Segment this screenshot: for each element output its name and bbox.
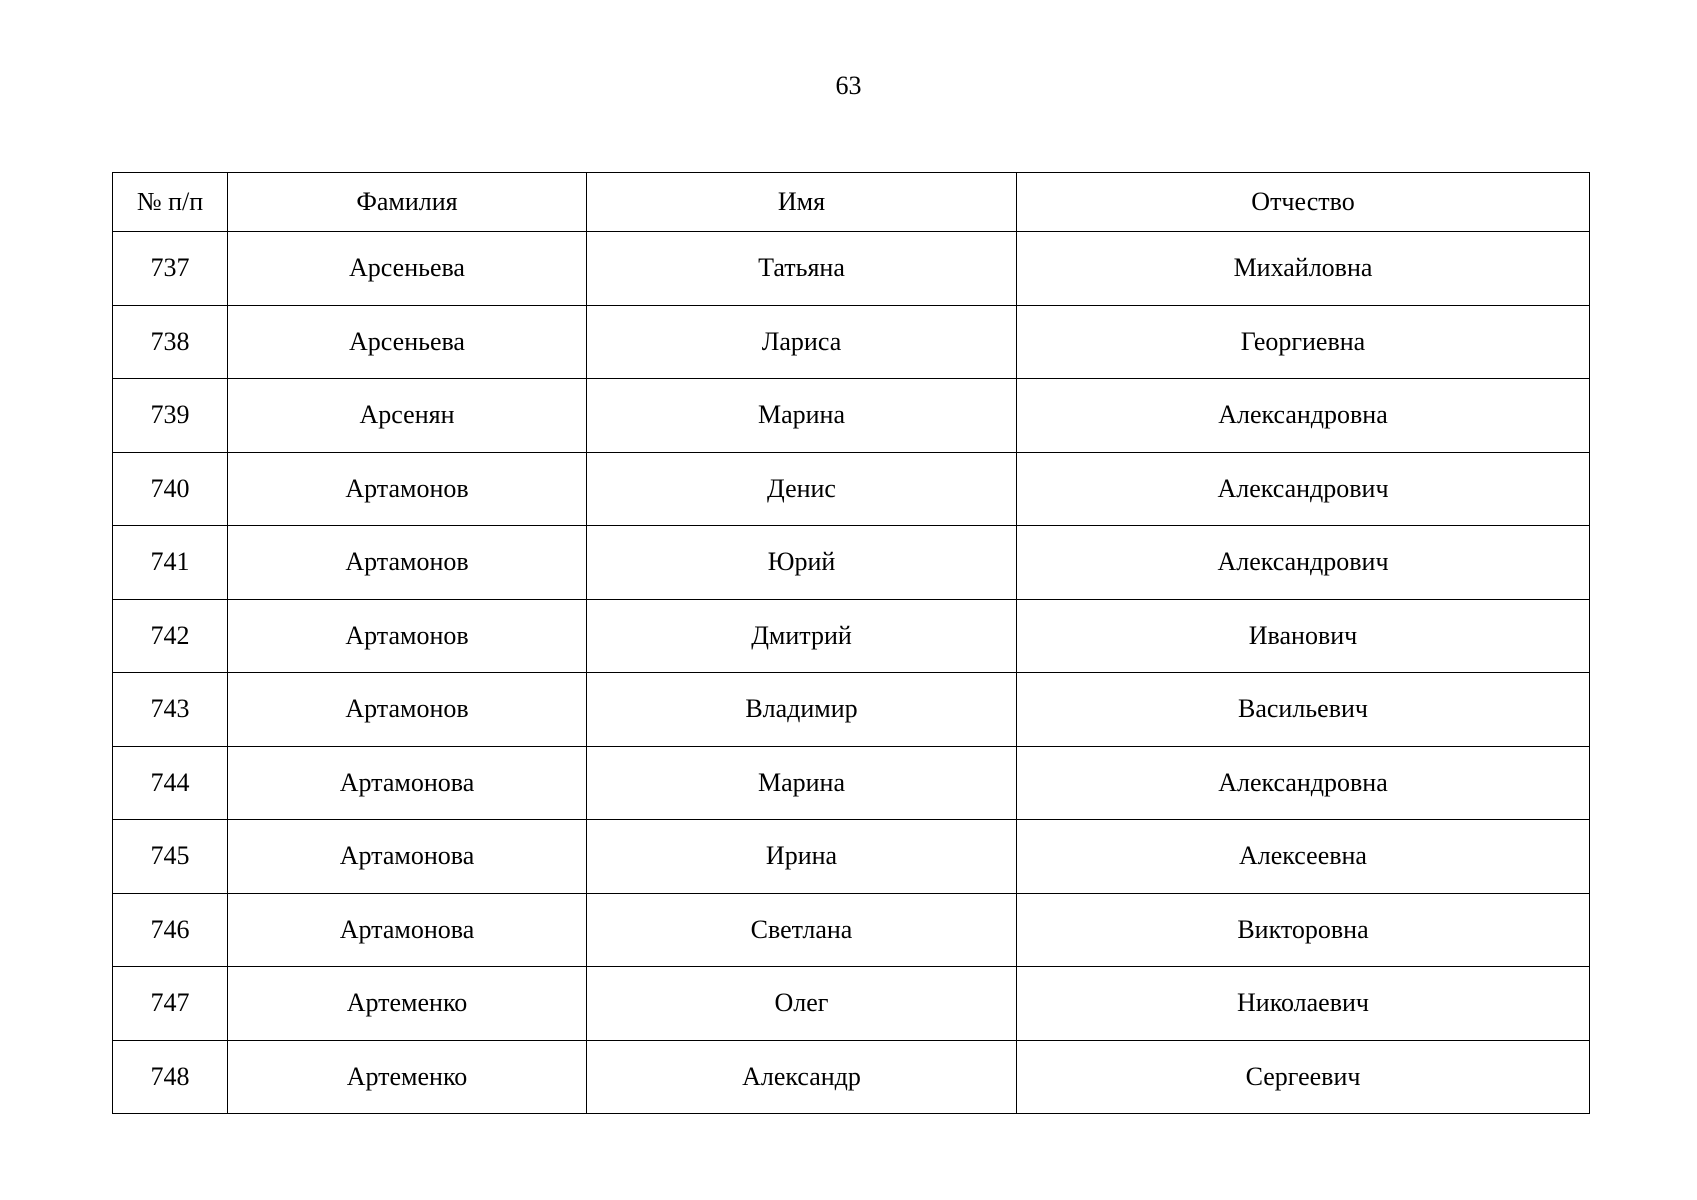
cell-first-name: Денис — [587, 452, 1017, 526]
cell-number: 742 — [113, 599, 228, 673]
cell-first-name: Владимир — [587, 673, 1017, 747]
table-row — [113, 746, 1590, 820]
cell-patronymic: Викторовна — [1017, 893, 1590, 967]
table-row — [113, 305, 1590, 379]
cell-surname: Артамонова — [228, 893, 587, 967]
cell-patronymic: Алексеевна — [1017, 820, 1590, 894]
cell-first-name: Марина — [587, 746, 1017, 820]
table-row — [113, 820, 1590, 894]
cell-number: 745 — [113, 820, 228, 894]
cell-number: 740 — [113, 452, 228, 526]
cell-surname: Артеменко — [228, 967, 587, 1041]
cell-number: 739 — [113, 379, 228, 453]
header-row — [113, 173, 1590, 232]
cell-surname: Артеменко — [228, 1040, 587, 1114]
page-number: 63 — [835, 71, 862, 100]
cell-patronymic: Александровна — [1017, 379, 1590, 453]
table-header — [113, 173, 1590, 232]
roster-table — [112, 172, 1590, 1114]
table-row — [113, 379, 1590, 453]
header-number: № п/п — [113, 173, 228, 232]
cell-number: 744 — [113, 746, 228, 820]
cell-number: 747 — [113, 967, 228, 1041]
cell-first-name: Светлана — [587, 893, 1017, 967]
cell-first-name: Татьяна — [587, 232, 1017, 306]
cell-patronymic: Михайловна — [1017, 232, 1590, 306]
cell-surname: Артамонов — [228, 526, 587, 600]
cell-first-name: Олег — [587, 967, 1017, 1041]
cell-number: 741 — [113, 526, 228, 600]
cell-number: 746 — [113, 893, 228, 967]
cell-patronymic: Александрович — [1017, 452, 1590, 526]
header-patronymic: Отчество — [1017, 173, 1590, 232]
cell-patronymic: Георгиевна — [1017, 305, 1590, 379]
cell-surname: Артамонова — [228, 820, 587, 894]
table-row — [113, 232, 1590, 306]
cell-patronymic: Александрович — [1017, 526, 1590, 600]
cell-surname: Артамонов — [228, 452, 587, 526]
table-row — [113, 452, 1590, 526]
cell-patronymic: Иванович — [1017, 599, 1590, 673]
cell-number: 748 — [113, 1040, 228, 1114]
table-row — [113, 526, 1590, 600]
cell-first-name: Александр — [587, 1040, 1017, 1114]
cell-surname: Арсенян — [228, 379, 587, 453]
cell-first-name: Марина — [587, 379, 1017, 453]
header-surname: Фамилия — [228, 173, 587, 232]
cell-patronymic: Сергеевич — [1017, 1040, 1590, 1114]
table-body — [113, 232, 1590, 1114]
cell-first-name: Юрий — [587, 526, 1017, 600]
table-row — [113, 967, 1590, 1041]
cell-surname: Артамонов — [228, 673, 587, 747]
cell-first-name: Лариса — [587, 305, 1017, 379]
cell-surname: Артамонова — [228, 746, 587, 820]
cell-number: 737 — [113, 232, 228, 306]
cell-patronymic: Александровна — [1017, 746, 1590, 820]
cell-surname: Арсеньева — [228, 232, 587, 306]
table-row — [113, 599, 1590, 673]
cell-surname: Артамонов — [228, 599, 587, 673]
cell-patronymic: Васильевич — [1017, 673, 1590, 747]
table-row — [113, 1040, 1590, 1114]
cell-number: 738 — [113, 305, 228, 379]
table-row — [113, 893, 1590, 967]
cell-number: 743 — [113, 673, 228, 747]
table-row — [113, 673, 1590, 747]
header-first-name: Имя — [587, 173, 1017, 232]
cell-patronymic: Николаевич — [1017, 967, 1590, 1041]
cell-surname: Арсеньева — [228, 305, 587, 379]
cell-first-name: Ирина — [587, 820, 1017, 894]
cell-first-name: Дмитрий — [587, 599, 1017, 673]
